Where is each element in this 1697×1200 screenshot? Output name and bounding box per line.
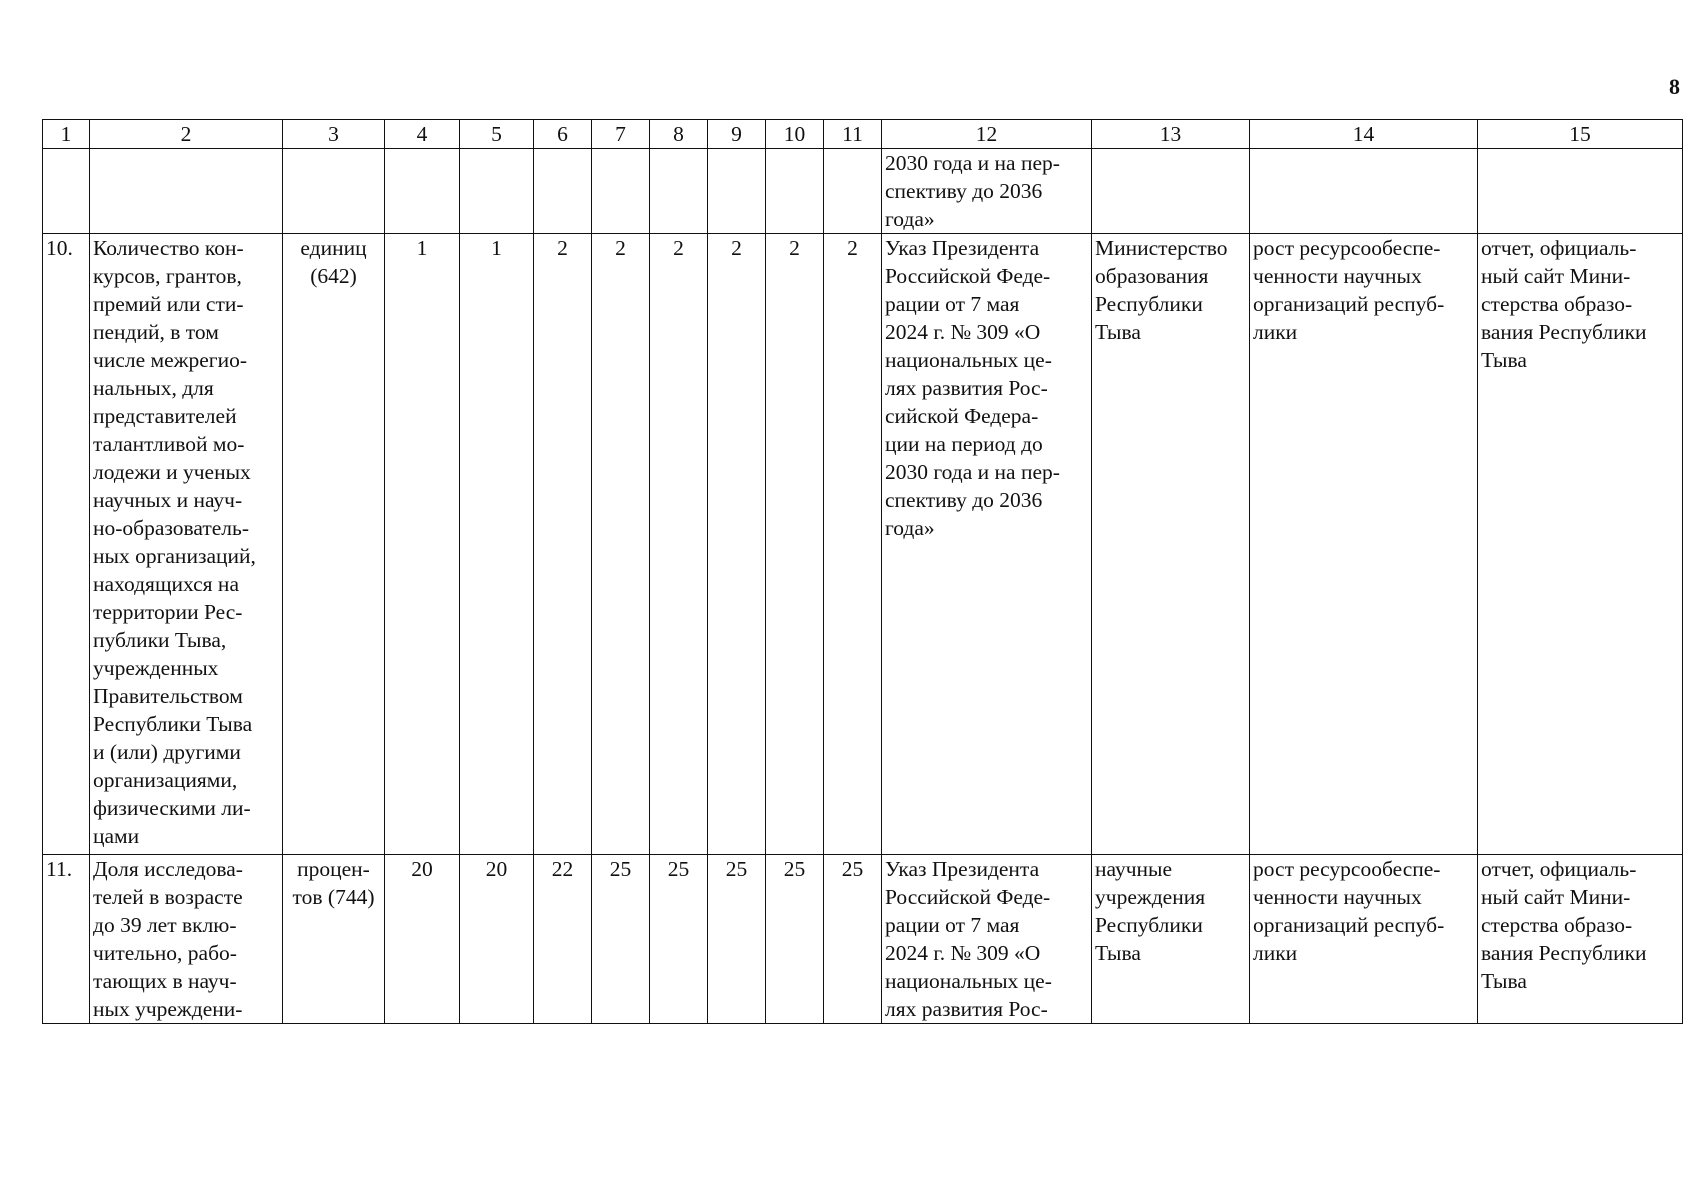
indicators-table [42, 119, 1683, 1024]
result-cell: рост ресурсообеспе- ченности научных организаций респуб- лики [1250, 855, 1478, 1024]
empty-cell [766, 149, 824, 234]
column-number: 8 [650, 120, 708, 149]
empty-cell [385, 149, 460, 234]
column-number-row [43, 120, 1683, 149]
value-cell: 25 [708, 855, 766, 1024]
column-number: 14 [1250, 120, 1478, 149]
value-cell: 25 [650, 855, 708, 1024]
basis-continuation-cell: 2030 года и на пер- спективу до 2036 года» [882, 149, 1092, 234]
value-cell: 22 [534, 855, 592, 1024]
empty-cell [283, 149, 385, 234]
value-cell: 25 [766, 855, 824, 1024]
unit-cell: единиц (642) [283, 234, 385, 855]
responsible-cell: Министерство образования Республики Тыва [1092, 234, 1250, 855]
column-number: 3 [283, 120, 385, 149]
column-number: 13 [1092, 120, 1250, 149]
column-number: 6 [534, 120, 592, 149]
empty-cell [43, 149, 90, 234]
page-number: 8 [1669, 74, 1680, 99]
source-cell: отчет, официаль- ный сайт Мини- стерства образо- вания Республики Тыва [1478, 855, 1683, 1024]
column-number: 9 [708, 120, 766, 149]
empty-cell [708, 149, 766, 234]
value-cell: 2 [592, 234, 650, 855]
value-cell: 20 [385, 855, 460, 1024]
empty-cell [460, 149, 534, 234]
empty-cell [824, 149, 882, 234]
empty-cell [1250, 149, 1478, 234]
value-cell: 20 [460, 855, 534, 1024]
empty-cell [650, 149, 708, 234]
column-number: 12 [882, 120, 1092, 149]
column-number: 1 [43, 120, 90, 149]
column-number: 15 [1478, 120, 1683, 149]
value-cell: 2 [824, 234, 882, 855]
column-number: 11 [824, 120, 882, 149]
column-number: 10 [766, 120, 824, 149]
table-row [43, 234, 1683, 855]
value-cell: 25 [824, 855, 882, 1024]
empty-cell [1478, 149, 1683, 234]
value-cell: 2 [708, 234, 766, 855]
table-row [43, 855, 1683, 1024]
value-cell: 2 [766, 234, 824, 855]
empty-cell [1092, 149, 1250, 234]
result-cell: рост ресурсообеспе- ченности научных организаций респуб- лики [1250, 234, 1478, 855]
responsible-cell: научные учреждения Республики Тыва [1092, 855, 1250, 1024]
indicator-name: Количество кон- курсов, грантов, премий или сти- пендий, в том числе межрегио- нальных, для представителей талантливой мо- лодежи и ученых научных и науч- но-образователь- ных организаций, находящихся на территории Рес- публики Тыва, учрежденных Правительством Республики Тыва и (или) другими организациями, физическими ли- цами [90, 234, 283, 855]
value-cell: 1 [460, 234, 534, 855]
column-number: 7 [592, 120, 650, 149]
empty-cell [592, 149, 650, 234]
basis-cell: Указ Президента Российской Феде- рации от 7 мая 2024 г. № 309 «О национальных це- лях развития Рос- [882, 855, 1092, 1024]
value-cell: 1 [385, 234, 460, 855]
empty-cell [90, 149, 283, 234]
row-number: 10. [43, 234, 90, 855]
value-cell: 25 [592, 855, 650, 1024]
continuation-row [43, 149, 1683, 234]
value-cell: 2 [534, 234, 592, 855]
basis-cell: Указ Президента Российской Феде- рации от 7 мая 2024 г. № 309 «О национальных це- лях развития Рос- сийской Федера- ции на период до 2030 года и на пер- спективу до 2036 года» [882, 234, 1092, 855]
row-number: 11. [43, 855, 90, 1024]
value-cell: 2 [650, 234, 708, 855]
unit-cell: процен- тов (744) [283, 855, 385, 1024]
indicator-name: Доля исследова- телей в возрасте до 39 лет вклю- чительно, рабо- тающих в науч- ных учреждени- [90, 855, 283, 1024]
column-number: 2 [90, 120, 283, 149]
column-number: 4 [385, 120, 460, 149]
source-cell: отчет, официаль- ный сайт Мини- стерства образо- вания Республики Тыва [1478, 234, 1683, 855]
column-number: 5 [460, 120, 534, 149]
empty-cell [534, 149, 592, 234]
